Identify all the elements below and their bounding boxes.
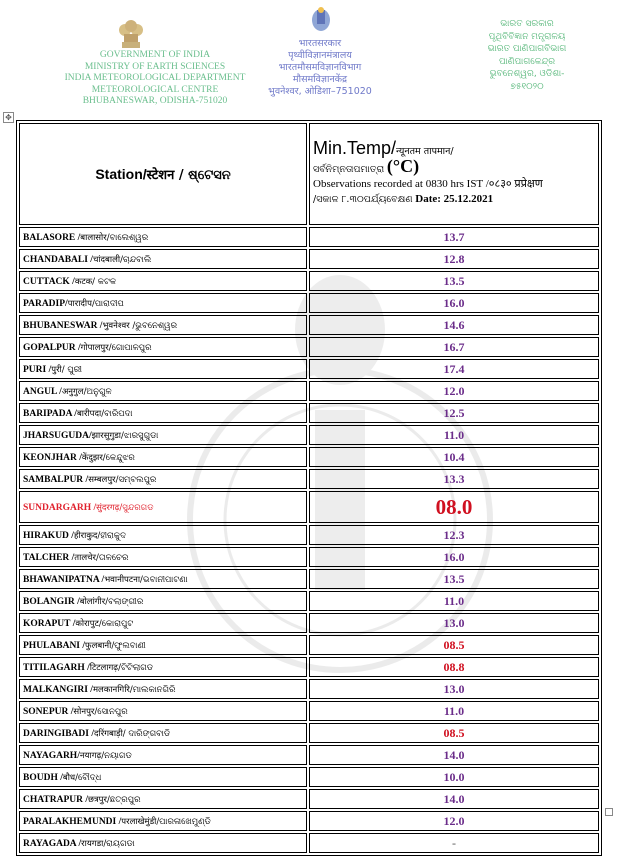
station-header-en: Station/	[95, 166, 147, 182]
header-line: ଭୁବନେଶ୍ୱର, ଓଡିଶା-	[489, 69, 565, 79]
header-odia	[462, 18, 592, 93]
min-temp-value: 11.0	[309, 425, 599, 445]
station-name-en: KEONJHAR /	[23, 452, 82, 463]
station-name-local: बोलांगीर/ବଲାଙ୍ଗୀର	[79, 596, 144, 607]
move-handle-icon[interactable]: ✥	[3, 112, 14, 123]
station-name-en: BOLANGIR /	[23, 596, 80, 607]
min-temp-value: 08.0	[309, 491, 599, 523]
station-name-en: GOPALPUR /	[23, 342, 81, 353]
table-row	[19, 337, 599, 357]
table-row	[19, 591, 599, 611]
min-temp-value: 08.5	[309, 723, 599, 743]
station-name-en: PARALAKHEMUNDI /	[23, 816, 122, 827]
station-name-en: TALCHER /	[23, 552, 75, 563]
min-temp-value: 12.0	[309, 811, 599, 831]
header-line: ଭାରତ ପାଣିପାଗବିଭାଗ	[487, 44, 567, 54]
station-name-en: DARINGIBADI /	[23, 728, 94, 739]
header-line: भुवनेश्वर, ओडिशा–751020	[268, 86, 372, 97]
station-cell	[19, 403, 307, 423]
station-name-en: PARADIP/	[23, 298, 68, 309]
station-cell	[19, 789, 307, 809]
report-date: Date: 25.12.2021	[415, 193, 494, 205]
table-row	[19, 811, 599, 831]
table-row	[19, 789, 599, 809]
station-cell	[19, 701, 307, 721]
station-cell	[19, 613, 307, 633]
station-name-en: CHATRAPUR /	[23, 794, 89, 805]
table-row	[19, 547, 599, 567]
station-name-en: NAYAGARH/	[23, 750, 80, 761]
station-cell	[19, 469, 307, 489]
station-name-local: हीराकुद/ହୀରାକୁଦ	[73, 530, 126, 541]
header-line: भारतसरकार	[298, 38, 342, 49]
station-name-local: पारादीप/ପାରାଦୀପ	[67, 298, 124, 309]
station-name-local: सम्बलपुर/ସମ୍ବଲପୁର	[88, 474, 157, 485]
station-name-en: PHULABANI /	[23, 640, 86, 651]
station-name-en: MALKANGIRI /	[23, 684, 93, 695]
min-temp-value: 14.6	[309, 315, 599, 335]
min-temp-value: 12.0	[309, 381, 599, 401]
header-line: ୭୫୧୦୨୦	[510, 81, 544, 92]
observation-note: Observations recorded at 0830 hrs IST /०८३० प्रप्रेक्षण	[313, 178, 543, 190]
table-row	[19, 613, 599, 633]
letterhead	[0, 0, 618, 118]
table-row	[19, 447, 599, 467]
table-row	[19, 525, 599, 545]
station-header-hi: स्टेशन /	[146, 168, 189, 183]
station-name-local: टिटलागढ़/ଟିଟିଲାଗଡ	[89, 662, 154, 673]
header-line: मौसमविज्ञानकेंद्र	[292, 74, 348, 85]
table-row	[19, 569, 599, 589]
table-row	[19, 723, 599, 743]
min-temp-value: 13.7	[309, 227, 599, 247]
table-row	[19, 679, 599, 699]
station-cell	[19, 447, 307, 467]
table-row	[19, 271, 599, 291]
min-temp-value: 13.5	[309, 271, 599, 291]
station-name-en: JHARSUGUDA/	[23, 430, 92, 441]
table-row	[19, 359, 599, 379]
mintemp-title-or: ସର୍ବନିମ୍ନତାପମାତ୍ରା	[313, 164, 385, 175]
station-name-local: फुलबानी/ଫୁଲବାଣୀ	[85, 640, 146, 651]
table-row	[19, 745, 599, 765]
min-temp-value: 17.4	[309, 359, 599, 379]
table-row	[19, 403, 599, 423]
station-cell	[19, 381, 307, 401]
min-temp-value: 14.0	[309, 789, 599, 809]
station-cell	[19, 491, 307, 523]
station-name-en: RAYAGADA /	[23, 838, 82, 849]
mintemp-title-en: Min.Temp/	[313, 138, 397, 158]
header-line: ପାଣିପାଗକେନ୍ଦ୍ର	[498, 56, 556, 67]
station-name-local: झारसुगुडा/ଝାରସୁଗୁଡା	[91, 430, 159, 441]
station-name-local: बौध/ବୌଦ୍ଧ	[62, 772, 102, 783]
station-name-local: भुवनेश्वर /ଭୁବନେଶ୍ୱର	[102, 320, 178, 331]
header-line: भारतमौसमविज्ञानविभाग	[278, 62, 362, 73]
table-header-row	[19, 123, 599, 225]
table-row	[19, 491, 599, 523]
table-row	[19, 657, 599, 677]
station-name-en: CUTTACK /	[23, 276, 75, 287]
station-name-en: ANGUL /	[23, 386, 62, 397]
station-name-local: रायगडा/ରାୟଗଡା	[81, 838, 135, 849]
station-cell	[19, 293, 307, 313]
station-name-local: गोपालपुर/ଗୋପାଳପୁର	[80, 342, 152, 353]
table-row	[19, 249, 599, 269]
station-name-local: बालासोर/ବାଲେଶ୍ୱର	[80, 232, 149, 243]
station-cell	[19, 227, 307, 247]
unit-label: (°C)	[386, 156, 420, 176]
station-cell	[19, 525, 307, 545]
header-line: BHUBANESWAR, ODISHA-751020	[82, 96, 228, 106]
station-name-en: KORAPUT /	[23, 618, 76, 629]
min-temp-value: 16.7	[309, 337, 599, 357]
table-row	[19, 381, 599, 401]
min-temp-value: 12.5	[309, 403, 599, 423]
station-name-local: सुंदरगढ़/ସୁନ୍ଦରଗଡ	[96, 502, 154, 513]
station-name-local: भवानीपटना/ଭବାନୀପାଟଣା	[104, 574, 188, 585]
national-emblem-icon	[112, 14, 150, 52]
min-temp-value: 13.5	[309, 569, 599, 589]
imd-logo-icon	[306, 4, 336, 34]
station-column-header	[19, 123, 307, 225]
station-name-en: PURI /	[23, 364, 52, 375]
min-temp-value: 11.0	[309, 591, 599, 611]
station-name-en: CHANDABALI /	[23, 254, 93, 265]
station-cell	[19, 723, 307, 743]
min-temp-value: 14.0	[309, 745, 599, 765]
station-name-local: नयागढ़/ନୟାଗଡ	[79, 750, 132, 761]
station-name-local: केंदुझर/କେନ୍ଦୁଝର	[81, 452, 135, 463]
station-cell	[19, 591, 307, 611]
station-cell	[19, 767, 307, 787]
header-line: ପୃଥିବିବିଜ୍ଞାନ ମନ୍ତ୍ରାଳୟ	[488, 31, 566, 42]
station-cell	[19, 569, 307, 589]
station-name-en: SONEPUR /	[23, 706, 74, 717]
station-name-en: BHUBANESWAR /	[23, 320, 103, 331]
station-name-en: SAMBALPUR /	[23, 474, 89, 485]
header-english	[30, 50, 280, 108]
table-row	[19, 315, 599, 335]
station-name-en: SUNDARGARH /	[23, 502, 97, 513]
station-cell	[19, 635, 307, 655]
resize-handle[interactable]	[605, 808, 613, 816]
header-line: GOVERNMENT OF INDIA	[99, 50, 211, 60]
station-name-local: चांदबाली/ଚାନ୍ଦବାଲି	[92, 254, 152, 265]
station-name-local: सोनपुर/ସୋନପୁର	[73, 706, 128, 717]
min-temp-value: 12.3	[309, 525, 599, 545]
header-line: पृथ्वीविज्ञानमंत्रालय	[288, 50, 352, 61]
station-cell	[19, 833, 307, 853]
min-temp-value: 16.0	[309, 293, 599, 313]
station-name-en: BOUDH /	[23, 772, 63, 783]
station-name-en: BHAWANIPATNA /	[23, 574, 105, 585]
station-name-en: BARIPADA /	[23, 408, 77, 419]
table-row	[19, 469, 599, 489]
station-name-en: HIRAKUD /	[23, 530, 74, 541]
temperature-table	[16, 120, 602, 856]
station-name-local: अनुगुल/ଅନୁଗୁଳ	[61, 386, 112, 397]
station-name-en: TITILAGARH /	[23, 662, 90, 673]
station-name-local: परलाखेमुंडी/ପାରଳାଖେମୁଣ୍ଡି	[121, 816, 211, 827]
min-temp-value: 08.8	[309, 657, 599, 677]
station-cell	[19, 679, 307, 699]
table-row	[19, 227, 599, 247]
station-name-local: तालचेर/ତାଳଚେର	[74, 552, 129, 563]
mintemp-column-header	[309, 123, 599, 225]
station-name-local: मलकानगिरि/ମାଲକାନଗିରି	[92, 684, 176, 695]
station-name-local: छत्रपुर/ଛତ୍ରପୁର	[88, 794, 141, 805]
min-temp-value: 11.0	[309, 701, 599, 721]
mintemp-title-hi: न्यूनतम तापमान/	[396, 146, 454, 157]
min-temp-value: 10.4	[309, 447, 599, 467]
header-hindi	[250, 38, 390, 98]
station-name-local: बारीपदा/ବାରିପଦା	[76, 408, 133, 419]
min-temp-value: -	[309, 833, 599, 853]
station-cell	[19, 547, 307, 567]
min-temp-value: 12.8	[309, 249, 599, 269]
observation-note-or: /ସକାଳ ୮.୩୦ପର୍ଯ୍ୟବେକ୍ଷଣ	[313, 194, 413, 205]
station-name-en: BALASORE /	[23, 232, 81, 243]
header-line: MINISTRY OF EARTH SCIENCES	[84, 61, 226, 72]
station-cell	[19, 811, 307, 831]
station-cell	[19, 359, 307, 379]
min-temp-value: 13.3	[309, 469, 599, 489]
station-cell	[19, 745, 307, 765]
station-cell	[19, 337, 307, 357]
min-temp-value: 16.0	[309, 547, 599, 567]
table-row	[19, 635, 599, 655]
station-name-local: दरिंगबाड़ी/ ଦାରିଙ୍ଗବାଡି	[94, 728, 171, 739]
min-temp-value: 08.5	[309, 635, 599, 655]
min-temp-value: 10.0	[309, 767, 599, 787]
min-temp-value: 13.0	[309, 613, 599, 633]
station-cell	[19, 271, 307, 291]
station-cell	[19, 425, 307, 445]
min-temp-value: 13.0	[309, 679, 599, 699]
header-line: ଭାରତ ସରକାର	[500, 19, 554, 29]
table-row	[19, 293, 599, 313]
table-row	[19, 833, 599, 853]
station-cell	[19, 249, 307, 269]
station-name-local: कटक/ କଟକ	[74, 276, 117, 287]
header-line: METEOROLOGICAL CENTRE	[91, 84, 219, 95]
station-cell	[19, 315, 307, 335]
station-header-or: ଷ୍ଟେସନ	[188, 168, 231, 183]
table-row	[19, 425, 599, 445]
station-cell	[19, 657, 307, 677]
table-row	[19, 701, 599, 721]
table-row	[19, 767, 599, 787]
station-name-local: कोरापुट/କୋରାପୁଟ	[75, 618, 134, 629]
header-line: INDIA METEOROLOGICAL DEPARTMENT	[64, 73, 246, 83]
station-name-local: पुरी/ ପୁରୀ	[51, 364, 82, 375]
